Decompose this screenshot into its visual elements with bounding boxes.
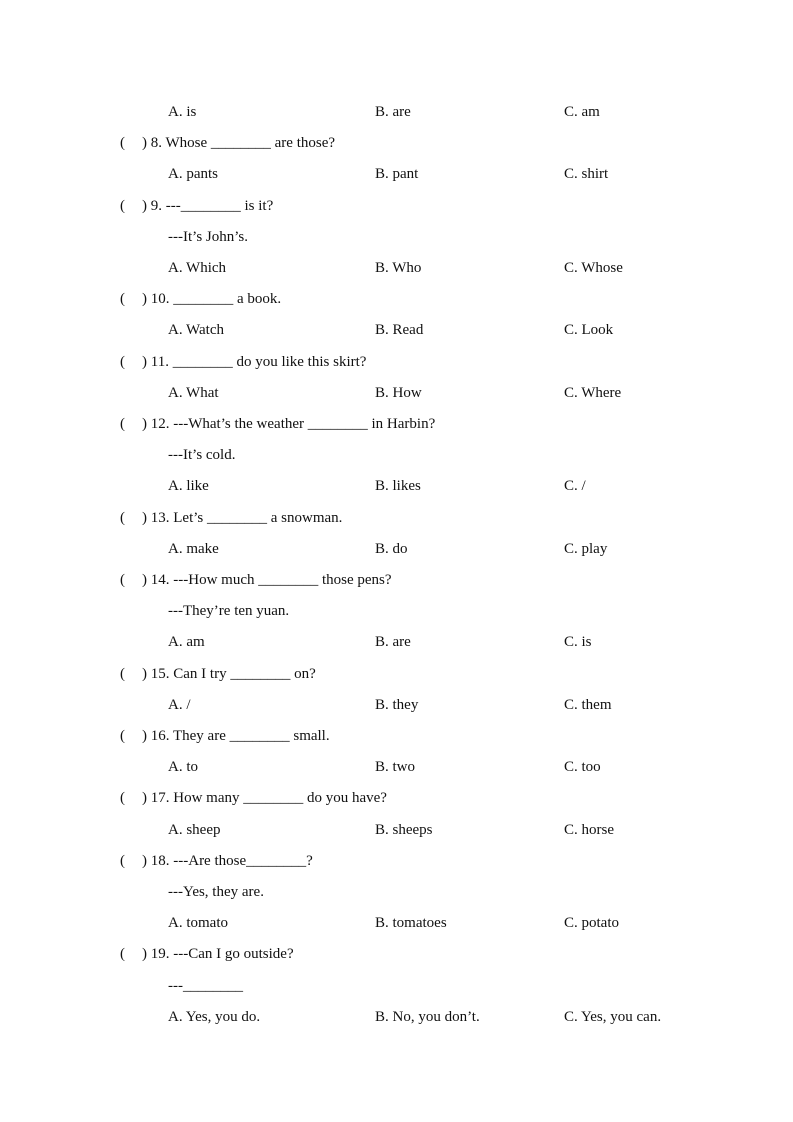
question-line xyxy=(0,133,793,153)
option-b: B. Who xyxy=(375,260,422,276)
question-line xyxy=(0,570,793,590)
option-b: B. they xyxy=(375,696,419,713)
question-text: ) 19. ---Can I go outside? xyxy=(142,946,294,963)
answer-paren: ( xyxy=(120,790,125,807)
option-b: B. pant xyxy=(375,166,419,183)
answer-paren: ( xyxy=(120,728,125,744)
option-a: A. Watch xyxy=(168,322,225,339)
options-row xyxy=(0,102,793,122)
option-c: C. Look xyxy=(564,322,614,339)
question-line xyxy=(0,788,793,808)
option-a: A. sheep xyxy=(168,821,221,838)
option-c: C. potato xyxy=(564,915,619,932)
options-row xyxy=(0,476,793,496)
option-b: B. No, you don’t. xyxy=(375,1008,480,1025)
question-line xyxy=(0,664,793,684)
option-c: C. them xyxy=(564,696,612,713)
dialog-line xyxy=(0,882,793,902)
options-row xyxy=(0,383,793,403)
dialog-text: ---It’s John’s. xyxy=(168,228,248,245)
option-b: B. sheeps xyxy=(375,821,433,838)
option-a: A. to xyxy=(168,759,198,776)
question-text: ) 10. ________ a book. xyxy=(142,291,282,308)
answer-paren: ( xyxy=(120,353,125,370)
answer-paren: ( xyxy=(120,197,125,214)
options-row xyxy=(0,913,793,933)
option-c: C. / xyxy=(564,478,586,495)
option-c: C. Yes, you can. xyxy=(564,1008,662,1025)
options-row xyxy=(0,539,793,559)
dialog-text: ---________ xyxy=(168,977,243,994)
option-a: A. like xyxy=(168,478,209,495)
option-b: B. How xyxy=(375,384,422,401)
option-c: C. Whose xyxy=(564,260,623,276)
question-line xyxy=(0,726,793,746)
question-text: ) 8. Whose ________ are those? xyxy=(142,135,336,152)
dialog-line xyxy=(0,601,793,621)
options-row xyxy=(0,164,793,184)
answer-paren: ( xyxy=(120,852,125,869)
question-line xyxy=(0,196,793,216)
option-a: A. Yes, you do. xyxy=(168,1008,261,1025)
dialog-line xyxy=(0,445,793,465)
option-b: B. Read xyxy=(375,322,424,339)
option-b: B. do xyxy=(375,540,408,557)
question-text: ) 11. ________ do you like this skirt? xyxy=(142,353,367,370)
question-text: ) 14. ---How much ________ those pens? xyxy=(142,572,392,588)
question-text: ) 16. They are ________ small. xyxy=(142,728,330,744)
option-c: C. shirt xyxy=(564,166,609,183)
answer-paren: ( xyxy=(120,509,125,526)
option-b: B. two xyxy=(375,759,416,776)
answer-paren: ( xyxy=(120,416,125,432)
question-text: ) 13. Let’s ________ a snowman. xyxy=(142,509,343,526)
answer-paren: ( xyxy=(120,291,125,308)
option-c: C. is xyxy=(564,634,592,651)
options-row xyxy=(0,757,793,777)
answer-paren: ( xyxy=(120,135,125,152)
option-a: A. What xyxy=(168,384,219,401)
question-text: ) 17. How many ________ do you have? xyxy=(142,790,387,807)
option-a: A. is xyxy=(168,104,197,120)
option-c: C. play xyxy=(564,540,608,557)
dialog-text: ---It’s cold. xyxy=(168,447,236,464)
question-line xyxy=(0,508,793,528)
option-b: B. are xyxy=(375,104,411,120)
answer-paren: ( xyxy=(120,946,125,963)
answer-paren: ( xyxy=(120,572,125,588)
question-line xyxy=(0,414,793,434)
dialog-text: ---Yes, they are. xyxy=(168,884,264,900)
options-row xyxy=(0,820,793,840)
options-row xyxy=(0,258,793,278)
options-row xyxy=(0,320,793,340)
answer-paren: ( xyxy=(120,665,125,682)
question-text: ) 18. ---Are those________? xyxy=(142,852,313,869)
option-a: A. make xyxy=(168,540,219,557)
question-line xyxy=(0,352,793,372)
option-c: C. horse xyxy=(564,821,614,838)
dialog-line xyxy=(0,227,793,247)
option-b: B. likes xyxy=(375,478,421,495)
option-a: A. pants xyxy=(168,166,218,183)
question-text: ) 15. Can I try ________ on? xyxy=(142,665,316,682)
option-c: C. too xyxy=(564,759,601,776)
options-row xyxy=(0,1007,793,1027)
option-b: B. are xyxy=(375,634,411,651)
option-a: A. am xyxy=(168,634,205,651)
options-row xyxy=(0,695,793,715)
option-a: A. / xyxy=(168,696,191,713)
question-line xyxy=(0,851,793,871)
option-b: B. tomatoes xyxy=(375,915,447,932)
option-a: A. tomato xyxy=(168,915,228,932)
question-line xyxy=(0,289,793,309)
dialog-line xyxy=(0,976,793,996)
options-row xyxy=(0,632,793,652)
option-a: A. Which xyxy=(168,260,227,276)
option-c: C. Where xyxy=(564,384,622,401)
dialog-text: ---They’re ten yuan. xyxy=(168,603,290,620)
question-text: ) 9. ---________ is it? xyxy=(142,197,274,214)
option-c: C. am xyxy=(564,104,600,120)
question-line xyxy=(0,944,793,964)
question-text: ) 12. ---What’s the weather ________ in Harbin? xyxy=(142,416,436,432)
